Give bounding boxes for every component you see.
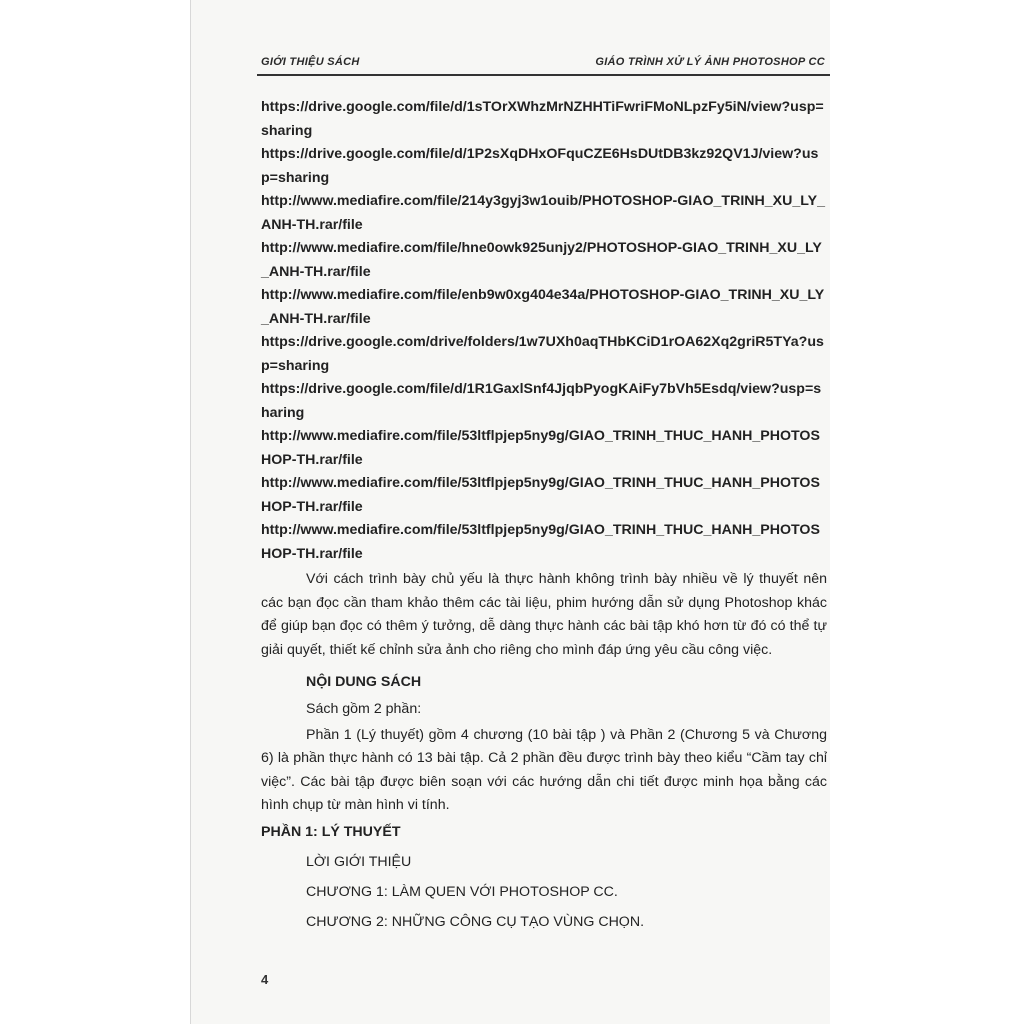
download-link: http://www.mediafire.com/file/enb9w0xg404e34a/PHOTOSHOP-GIAO_TRINH_XU_LY_ANH-TH.rar/file — [261, 287, 825, 327]
header-section-title: GIỚI THIỆU SÁCH — [261, 56, 360, 68]
page-number: 4 — [261, 972, 269, 987]
url-list — [261, 96, 827, 566]
download-link: https://drive.google.com/file/d/1R1GaxlSnf4JjqbPyogKAiFy7bVh5Esdq/view?usp=sharing — [261, 381, 822, 421]
intro-paragraph: Với cách trình bày chủ yếu là thực hành không trình bày nhiều về lý thuyết nên các bạn đọc cần tham khảo thêm các tài liệu, phim hướng dẫn sử dụng Photoshop khác để giúp bạn đọc có thêm ý tưởng, dễ dàng thực hành các bài tập khó hơn từ đó có thể tự giải quyết, thiết kế chỉnh sửa ảnh cho riêng cho mình đáp ứng yêu cầu công việc. — [261, 571, 827, 658]
download-link: http://www.mediafire.com/file/hne0owk925unjy2/PHOTOSHOP-GIAO_TRINH_XU_LY_ANH-TH.rar/file — [261, 240, 822, 280]
header-rule — [257, 74, 831, 76]
part1-heading: PHẦN 1: LÝ THUYẾT — [261, 823, 401, 840]
toc-item: CHƯƠNG 2: NHỮNG CÔNG CỤ TẠO VÙNG CHỌN. — [306, 913, 645, 930]
header-book-title: GIÁO TRÌNH XỬ LÝ ẢNH PHOTOSHOP CC — [595, 56, 825, 68]
download-link: http://www.mediafire.com/file/53ltflpjep5ny9g/GIAO_TRINH_THUC_HANH_PHOTOSHOP-TH.rar/file — [261, 522, 820, 562]
download-link: http://www.mediafire.com/file/53ltflpjep5ny9g/GIAO_TRINH_THUC_HANH_PHOTOSHOP-TH.rar/file — [261, 475, 820, 515]
download-link: https://drive.google.com/file/d/1P2sXqDHxOFquCZE6HsDUtDB3kz92QV1J/view?usp=sharing — [261, 146, 819, 186]
parts-paragraph: Phần 1 (Lý thuyết) gồm 4 chương (10 bài tập ) và Phần 2 (Chương 5 và Chương 6) là phần thực hành có 13 bài tập. Cả 2 phần đều được trình bày theo kiểu “Cầm tay chỉ việc”. Các bài tập được biên soạn với các hướng dẫn chi tiết được minh họa bằng các hình chụp từ màn hình vi tính. — [261, 726, 827, 813]
download-link: https://drive.google.com/drive/folders/1w7UXh0aqTHbKCiD1rOA62Xq2griR5TYa?usp=sharing — [261, 334, 824, 374]
parts-intro: Sách gồm 2 phần: — [306, 701, 422, 717]
page-content — [261, 96, 827, 934]
toc-item: LỜI GIỚI THIỆU — [306, 853, 412, 870]
download-link: http://www.mediafire.com/file/53ltflpjep5ny9g/GIAO_TRINH_THUC_HANH_PHOTOSHOP-TH.rar/file — [261, 428, 820, 468]
background-margin — [830, 0, 1024, 1024]
download-link: https://drive.google.com/file/d/1sTOrXWhzMrNZHHTiFwriFMoNLpzFy5iN/view?usp=sharing — [261, 99, 824, 139]
running-header — [261, 56, 831, 72]
download-link: http://www.mediafire.com/file/214y3gyj3w1ouib/PHOTOSHOP-GIAO_TRINH_XU_LY_ANH-TH.rar/file — [261, 193, 825, 233]
toc-item: CHƯƠNG 1: LÀM QUEN VỚI PHOTOSHOP CC. — [306, 883, 618, 900]
section-heading: NỘI DUNG SÁCH — [306, 674, 422, 690]
book-page — [190, 0, 832, 1024]
